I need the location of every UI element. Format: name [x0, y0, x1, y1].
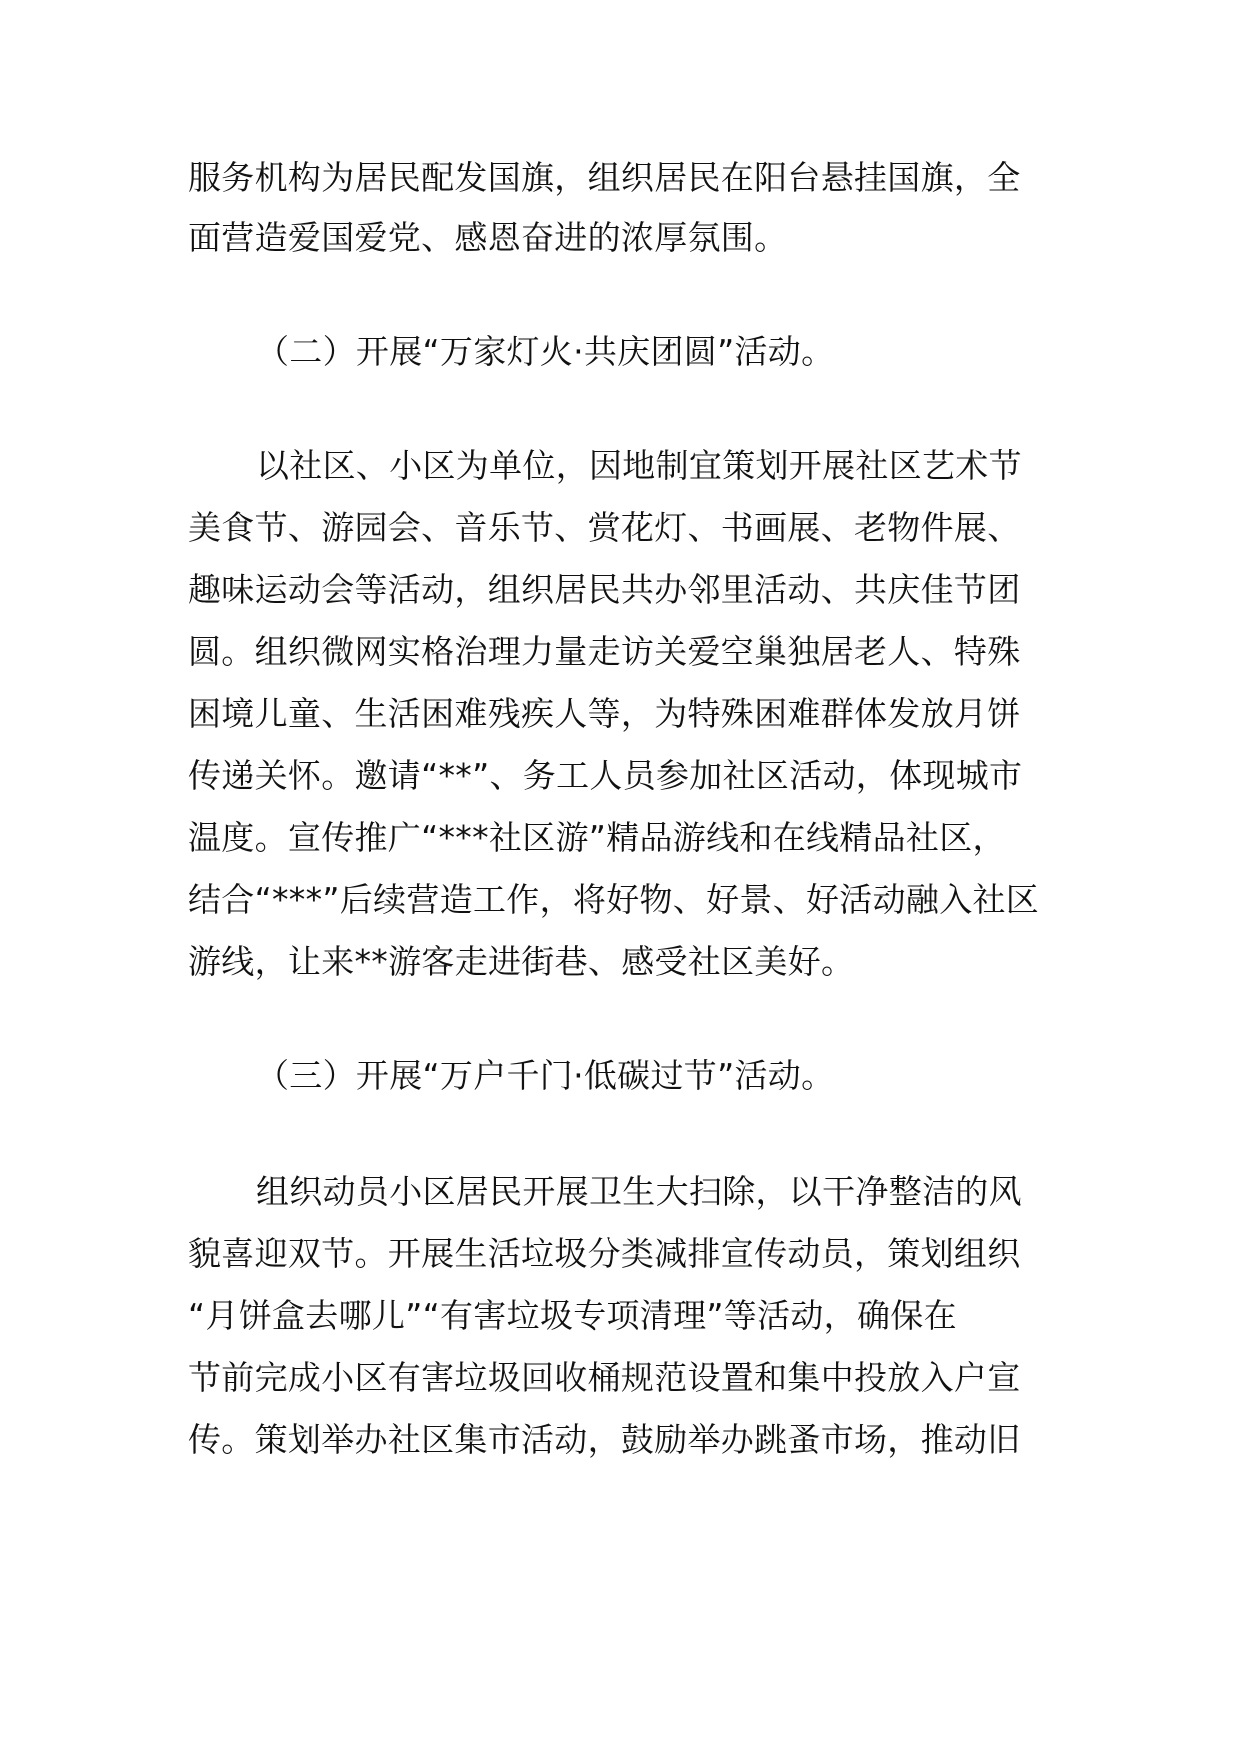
- paragraph-3-line-3: “月饼盒去哪儿”“有害垃圾专项清理”等活动，确保在: [188, 1296, 957, 1335]
- paragraph-3-line-4: 节前完成小区有害垃圾回收桶规范设置和集中投放入户宣: [188, 1358, 1021, 1397]
- paragraph-2-line-8: 结合“***”后续营造工作，将好物、好景、好活动融入社区: [188, 880, 1040, 919]
- section-heading-2: （二）开展“万家灯火·共庆团圆”活动。: [256, 332, 835, 371]
- paragraph-2-line-2: 美食节、游园会、音乐节、赏花灯、书画展、老物件展、: [188, 508, 1021, 547]
- paragraph-3-line-1: 组织动员小区居民开展卫生大扫除，以干净整洁的风: [256, 1172, 1022, 1211]
- paragraph-2-line-4: 圆。组织微网实格治理力量走访关爱空巢独居老人、特殊: [188, 632, 1021, 671]
- paragraph-2-line-7: 温度。宣传推广“***社区游”精品游线和在线精品社区，: [188, 818, 1006, 857]
- paragraph-3-line-2: 貌喜迎双节。开展生活垃圾分类减排宣传动员，策划组织: [188, 1234, 1021, 1273]
- paragraph-3-line-5: 传。策划举办社区集市活动，鼓励举办跳蚤市场，推动旧: [188, 1420, 1021, 1459]
- paragraph-2-line-6: 传递关怀。邀请“**”、务工人员参加社区活动，体现城市: [188, 756, 1023, 795]
- paragraph-2-line-1: 以社区、小区为单位，因地制宜策划开展社区艺术节: [256, 446, 1022, 485]
- paragraph-1-line-1: 服务机构为居民配发国旗，组织居民在阳台悬挂国旗，全: [188, 158, 1021, 197]
- section-heading-3: （三）开展“万户千门·低碳过节”活动。: [256, 1056, 835, 1095]
- paragraph-2-line-9: 游线，让来**游客走进街巷、感受社区美好。: [188, 942, 855, 981]
- paragraph-2-line-3: 趣味运动会等活动，组织居民共办邻里活动、共庆佳节团: [188, 570, 1021, 609]
- paragraph-2-line-5: 困境儿童、生活困难残疾人等，为特殊困难群体发放月饼: [188, 694, 1021, 733]
- paragraph-1-line-2: 面营造爱国爱党、感恩奋进的浓厚氛围。: [188, 218, 788, 257]
